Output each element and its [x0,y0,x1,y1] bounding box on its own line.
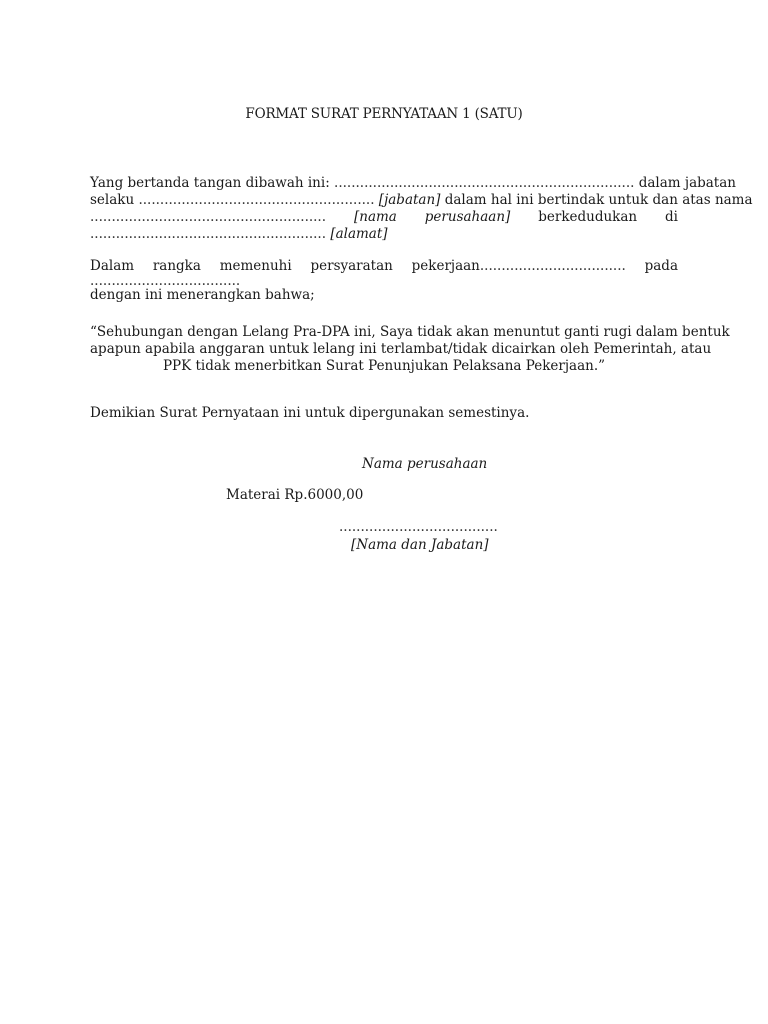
address-placeholder: [alamat] [330,226,388,242]
purpose-text: Dalam rangka memenuhi persyaratan pekerjaan [90,258,480,274]
position-placeholder: [jabatan] [378,192,441,208]
work-blank: .................................. [479,258,626,274]
company-placeholder: [nama perusahaan] [353,209,511,225]
document-title: FORMAT SURAT PERNYATAAN 1 (SATU) [245,106,523,122]
stamp-duty-label: Materai Rp.6000,00 [226,487,364,503]
quote-line-2: apapun apabila anggaran untuk lelang ini terlambat/tidak dicairkan oleh Pemerintah, atau [90,341,712,357]
acting-on-behalf-text: dalam hal ini bertindak untuk dan atas nama [444,192,753,208]
purpose-paragraph [90,258,678,304]
quote-line-1: “Sehubungan dengan Lelang Pra-DPA ini, Saya tidak akan menuntut ganti rugi dalam bentuk [90,324,730,340]
signer-label: Yang bertanda tangan dibawah ini: [90,175,330,191]
name-and-title-placeholder: [Nama dan Jabatan] [351,537,489,553]
identity-paragraph [90,175,753,243]
position-blank: ....................................................... [138,192,375,208]
quote-line-3: PPK tidak menerbitkan Surat Penunjukan Pelaksana Pekerjaan.” [162,358,606,374]
company-name-placeholder: Nama perusahaan [362,456,488,472]
company-blank: ....................................................... [90,209,327,225]
position-label: dalam jabatan [638,175,736,191]
as-label: selaku [90,192,135,208]
domiciled-label: berkedudukan di [538,209,678,225]
address-blank: ....................................................... [90,226,327,242]
purpose-line-2 [90,275,678,287]
declaration-intro: dengan ini menerangkan bahwa; [90,287,315,303]
identity-line-2 [90,192,753,209]
closing-statement: Demikian Surat Pernyataan ini untuk dipergunakan semestinya. [90,405,530,421]
declaration-quote [90,324,730,375]
identity-line-4 [90,226,678,243]
at-label: pada [644,258,678,274]
signature-blank: ..................................... [339,519,498,535]
identity-line-1 [90,175,736,192]
signer-name-blank: ...................................................................... [334,175,635,191]
identity-line-3 [90,209,678,226]
location-blank: ................................... [90,273,241,289]
